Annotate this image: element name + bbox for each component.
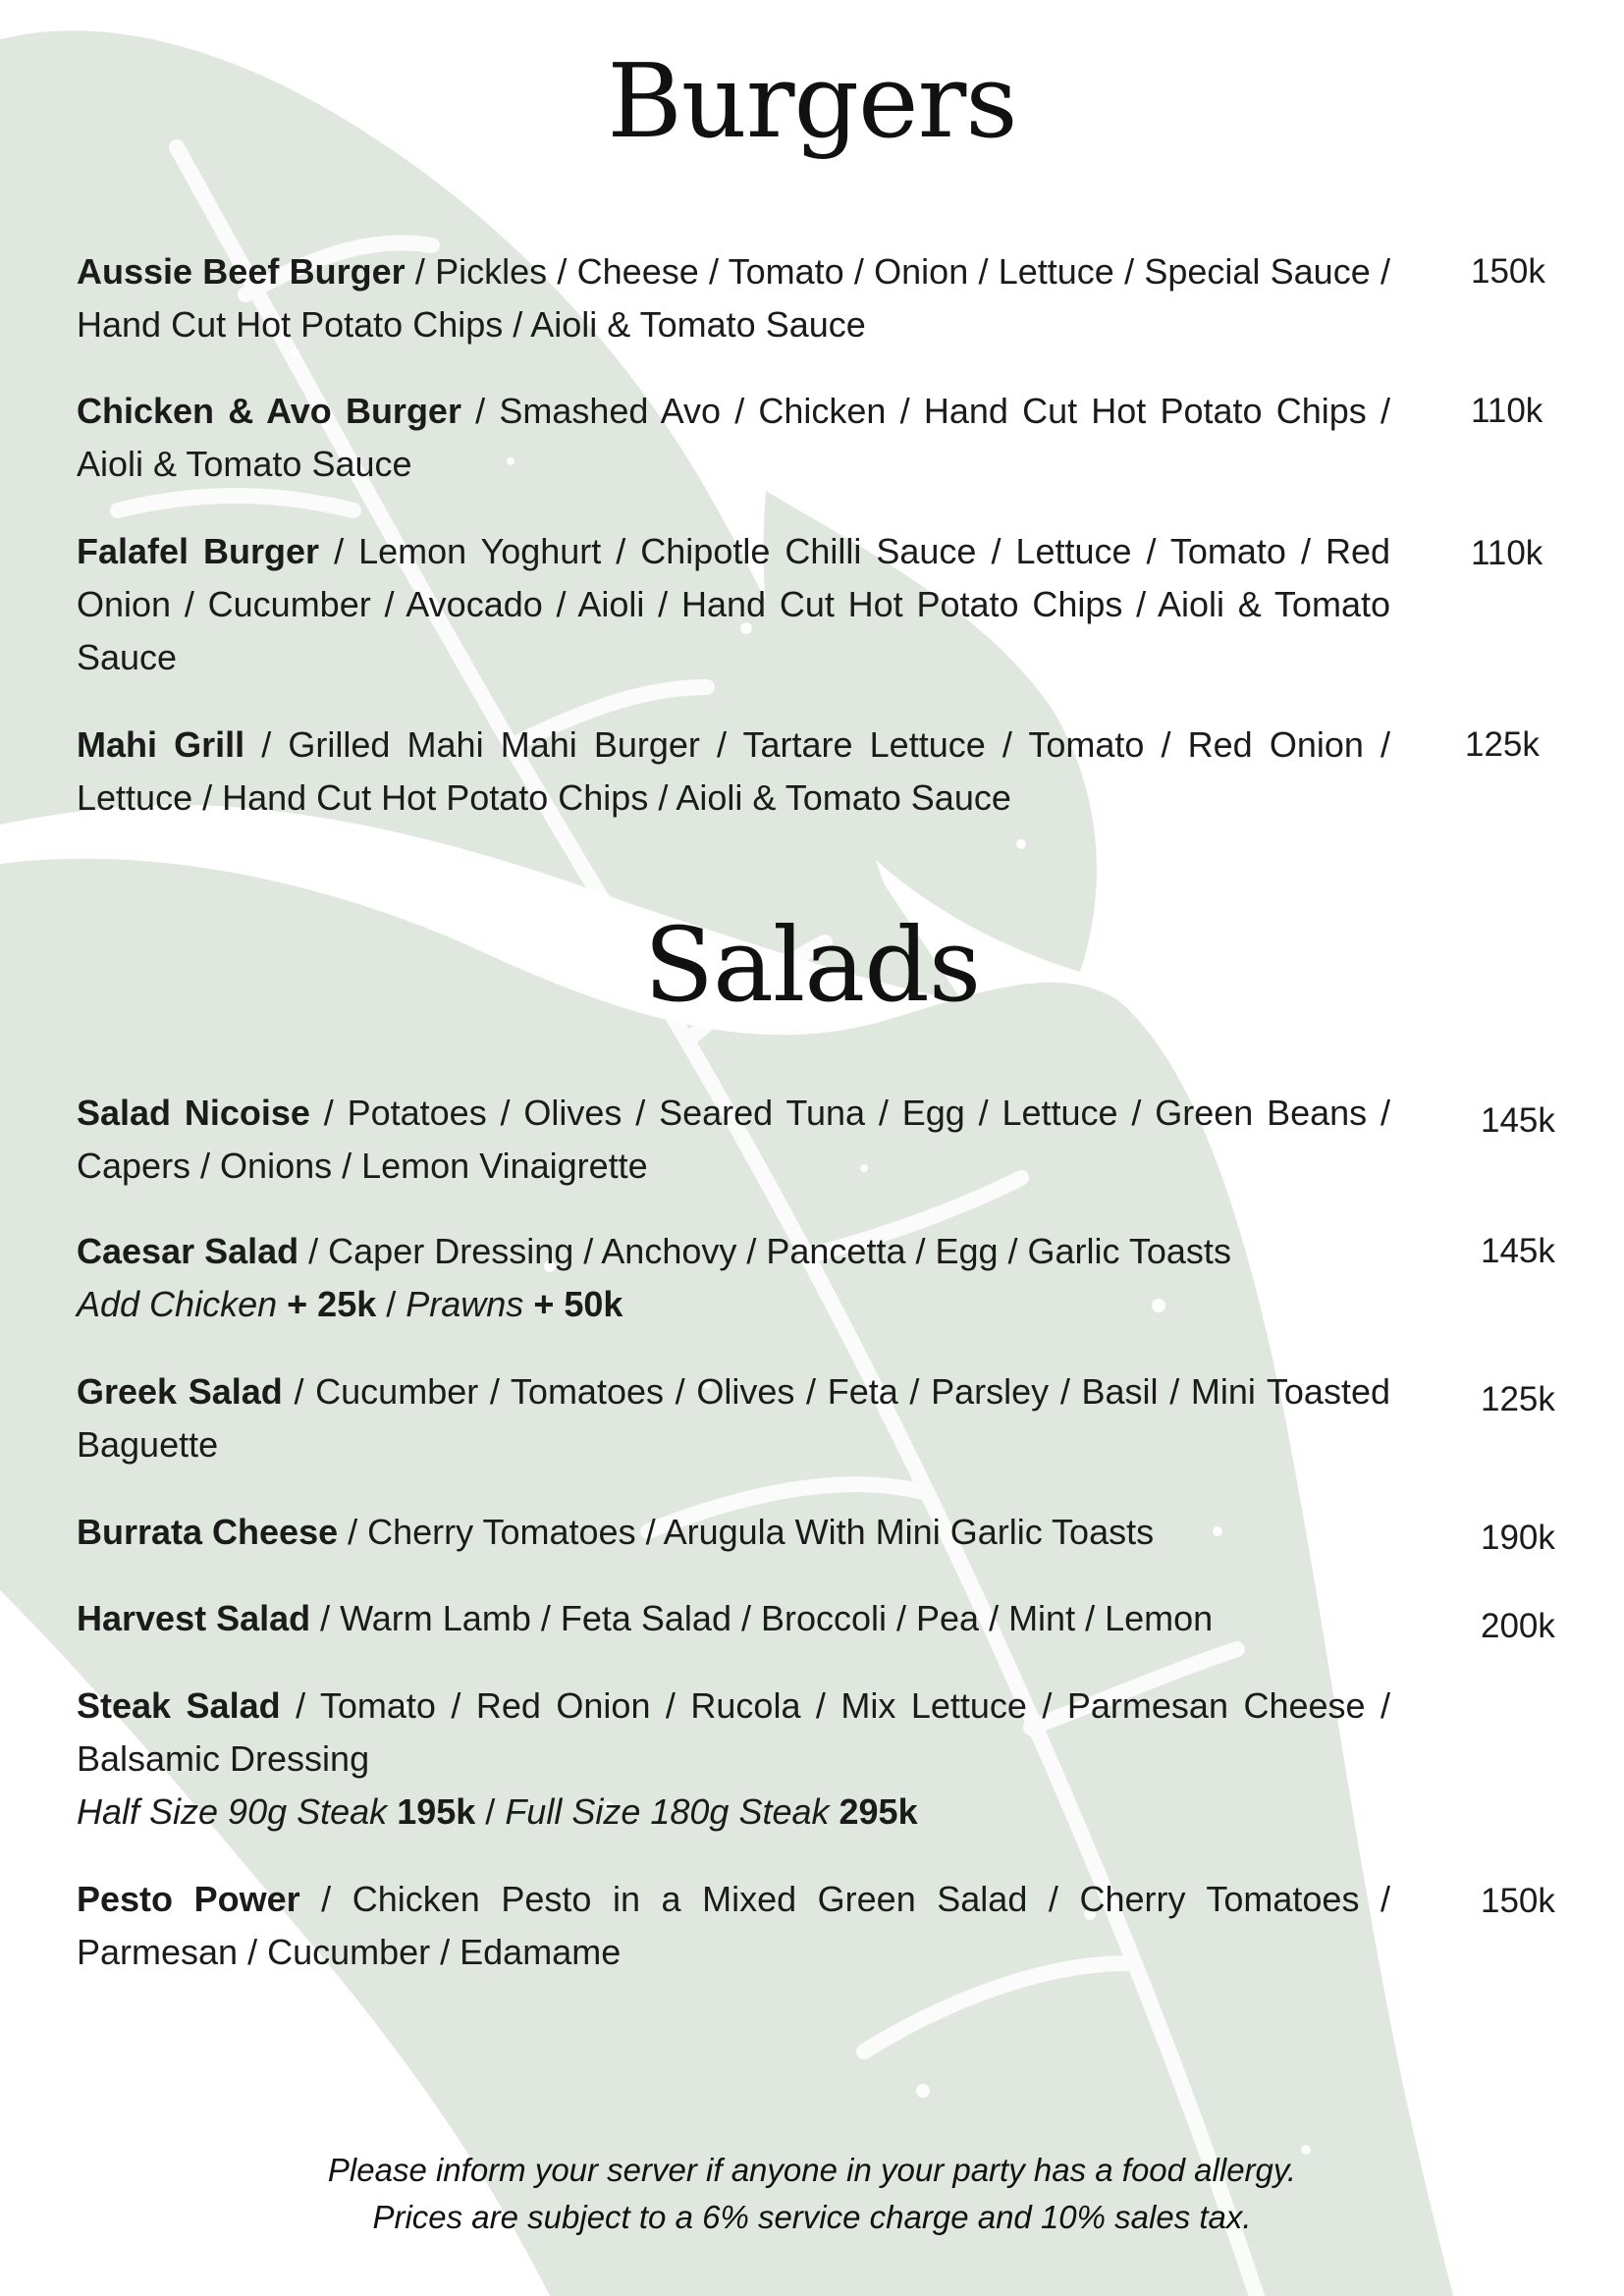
item-description: Chicken & Avo Burger / Smashed Avo / Chicken / Hand Cut Hot Potato Chips / Aioli & Tomato Sauce [77, 391, 1390, 484]
burgers-section-title: Burgers [607, 41, 1017, 161]
item-description: Burrata Cheese / Cherry Tomatoes / Arugula With Mini Garlic Toasts [77, 1512, 1155, 1552]
item-price: 110k [1471, 392, 1543, 430]
item-description: Mahi Grill / Grilled Mahi Mahi Burger / Tartare Lettuce / Tomato / Red Onion / Lettuce / Hand Cut Hot Potato Chips / Aioli & Tomato Sauce [77, 724, 1391, 818]
item-name: Falafel Burger [77, 531, 320, 571]
menu-item-burrata-cheese [77, 1506, 1618, 1559]
item-price: 200k [1481, 1607, 1555, 1645]
item-name: Pesto Power [77, 1879, 300, 1919]
item-price: 150k [1471, 252, 1545, 291]
item-price: 125k [1465, 725, 1540, 764]
item-name: Burrata Cheese [77, 1512, 339, 1552]
item-name: Chicken & Avo Burger [77, 391, 461, 431]
allergy-and-tax-notice [0, 2147, 1624, 2241]
menu-item-greek-salad [77, 1365, 1618, 1471]
item-description: Falafel Burger / Lemon Yoghurt / Chipotle Chilli Sauce / Lettuce / Tomato / Red Onion / Cucumber / Avocado / Aioli / Hand Cut Hot Potato Chips / Aioli & Tomato Sauce [77, 531, 1390, 677]
item-description: Aussie Beef Burger / Pickles / Cheese / Tomato / Onion / Lettuce / Special Sauce / Hand Cut Hot Potato Chips / Aioli & Tomato Sauce [77, 251, 1390, 345]
menu-item-harvest-salad [77, 1592, 1618, 1645]
item-price: 145k [1481, 1232, 1555, 1270]
item-description: Salad Nicoise / Potatoes / Olives / Seared Tuna / Egg / Lettuce / Green Beans / Capers / Onions / Lemon Vinaigrette [77, 1093, 1390, 1186]
item-name: Steak Salad [77, 1685, 281, 1726]
menu-item-aussie-beef-burger [77, 245, 1618, 351]
item-price: 125k [1481, 1380, 1555, 1418]
item-description: Pesto Power / Chicken Pesto in a Mixed Green Salad / Cherry Tomatoes / Parmesan / Cucumber / Edamame [77, 1879, 1390, 1972]
menu-item-salad-nicoise [77, 1087, 1618, 1193]
menu-item-chicken-avo-burger [77, 385, 1618, 491]
menu-item-steak-salad [77, 1680, 1618, 1839]
item-description: Harvest Salad / Warm Lamb / Feta Salad / Broccoli / Pea / Mint / Lemon [77, 1598, 1214, 1638]
item-description: Greek Salad / Cucumber / Tomatoes / Olives / Feta / Parsley / Basil / Mini Toasted Baguette [77, 1371, 1391, 1465]
item-name: Harvest Salad [77, 1598, 311, 1638]
item-name: Caesar Salad [77, 1231, 299, 1271]
item-size-options: Half Size 90g Steak 195k / Full Size 180g Steak 295k [77, 1791, 918, 1832]
menu-item-pesto-power [77, 1873, 1618, 1979]
item-price: 110k [1471, 534, 1543, 572]
item-name: Aussie Beef Burger [77, 251, 406, 292]
item-price: 150k [1481, 1882, 1555, 1920]
item-price: 145k [1481, 1101, 1555, 1140]
menu-item-falafel-burger [77, 525, 1618, 684]
item-description: Caesar Salad / Caper Dressing / Anchovy / Pancetta / Egg / Garlic Toasts [77, 1231, 1231, 1271]
menu-item-mahi-grill [77, 719, 1618, 825]
menu-item-caesar-salad [77, 1225, 1618, 1331]
item-price: 190k [1481, 1519, 1555, 1557]
allergy-note: Please inform your server if anyone in your party has a food allergy. [327, 2152, 1297, 2188]
item-description: Steak Salad / Tomato / Red Onion / Rucola / Mix Lettuce / Parmesan Cheese / Balsamic Dressing [77, 1685, 1390, 1779]
item-name: Mahi Grill [77, 724, 245, 765]
salads-section-title: Salads [643, 905, 981, 1025]
item-addons: Add Chicken + 25k / Prawns + 50k [77, 1284, 623, 1324]
item-name: Greek Salad [77, 1371, 283, 1412]
item-name: Salad Nicoise [77, 1093, 310, 1133]
service-charge-note: Prices are subject to a 6% service charge and 10% sales tax. [372, 2199, 1252, 2235]
